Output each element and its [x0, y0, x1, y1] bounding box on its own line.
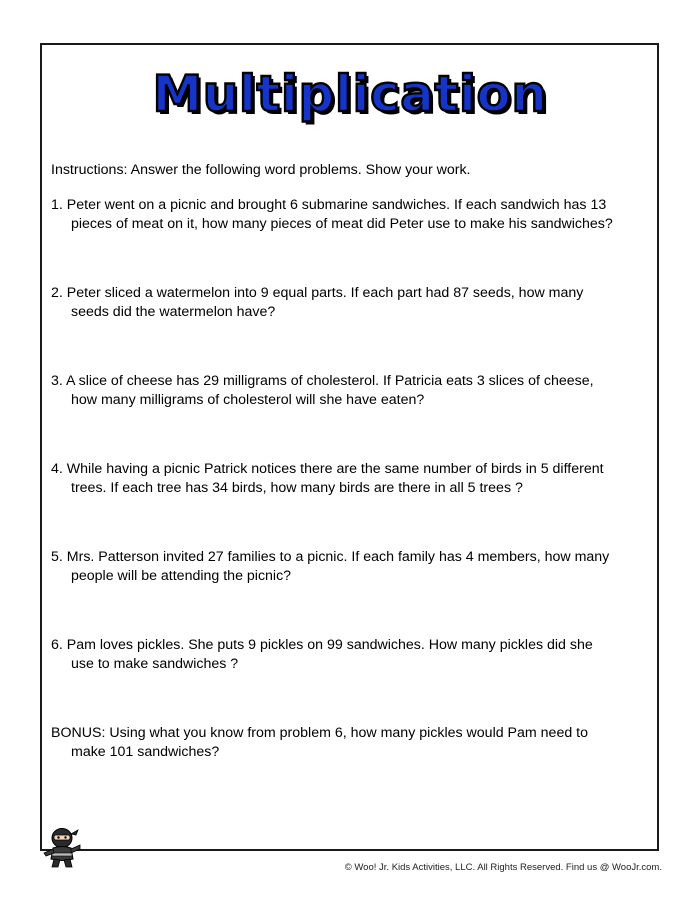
problem-5 [51, 548, 651, 586]
problem-1-line-1: 1. Peter went on a picnic and brought 6 submarine sandwiches. If each sandwich has 13 [51, 197, 607, 213]
problem-4-line-2: trees. If each tree has 34 birds, how many birds are there in all 5 trees ? [71, 480, 523, 496]
problem-1 [51, 196, 651, 234]
bonus-problem-line-1: BONUS: Using what you know from problem 6, how many pickles would Pam need to [51, 725, 588, 741]
problem-5-line-2: people will be attending the picnic? [71, 568, 292, 584]
problem-5-line-1: 5. Mrs. Patterson invited 27 families to a picnic. If each family has 4 members, how many [51, 549, 610, 565]
problem-1-line-2: pieces of meat on it, how many pieces of meat did Peter use to make his sandwiches? [71, 216, 613, 232]
bonus-problem-line-2: make 101 sandwiches? [71, 744, 220, 760]
problem-6 [51, 636, 651, 674]
copyright-footer: © Woo! Jr. Kids Activities, LLC. All Rights Reserved. Find us @ WooJr.com. [344, 862, 662, 873]
problem-4-line-1: 4. While having a picnic Patrick notices there are the same number of birds in 5 different [51, 461, 604, 477]
bonus-problem [51, 724, 651, 762]
problem-6-line-2: use to make sandwiches ? [71, 656, 239, 672]
problem-3-line-1: 3. A slice of cheese has 29 milligrams of cholesterol. If Patricia eats 3 slices of cheese, [51, 373, 594, 389]
ninja-mascot-icon [42, 826, 82, 868]
problem-3-line-2: how many milligrams of cholesterol will she have eaten? [71, 392, 425, 408]
problem-2-line-1: 2. Peter sliced a watermelon into 9 equal parts. If each part had 87 seeds, how many [51, 285, 584, 301]
page-title: Multiplication [152, 65, 548, 123]
problem-3 [51, 372, 651, 410]
problem-2-line-2: seeds did the watermelon have? [71, 304, 276, 320]
problem-4 [51, 460, 651, 498]
problem-6-line-1: 6. Pam loves pickles. She puts 9 pickles on 99 sandwiches. How many pickles did she [51, 637, 593, 653]
problem-2 [51, 284, 651, 322]
instructions-text: Instructions: Answer the following word problems. Show your work. [51, 162, 471, 178]
